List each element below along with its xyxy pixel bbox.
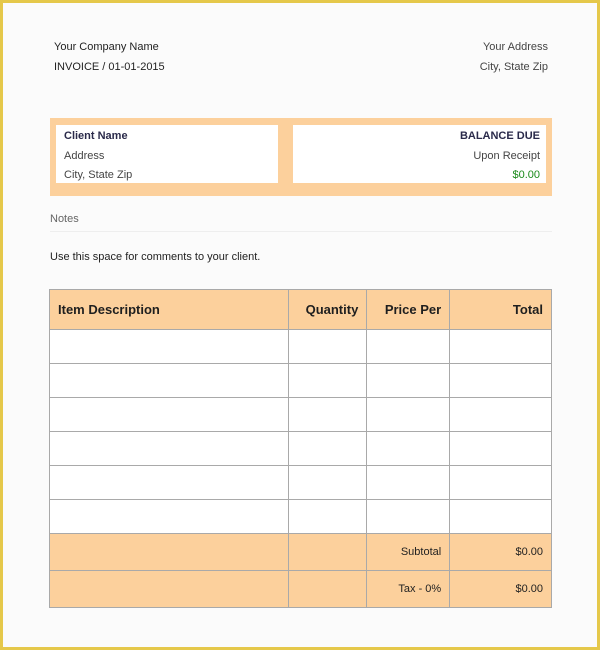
price-per-cell[interactable] <box>367 398 450 432</box>
item-description-cell[interactable] <box>50 398 289 432</box>
subtotal-blank-cell <box>50 534 289 571</box>
quantity-cell[interactable] <box>289 466 367 500</box>
balance-due-amount: $0.00 <box>512 169 540 181</box>
tax-value: $0.00 <box>450 571 552 608</box>
company-address-block <box>480 37 548 77</box>
balance-due-box <box>293 125 546 183</box>
total-cell[interactable] <box>450 364 552 398</box>
total-cell[interactable] <box>450 466 552 500</box>
subtotal-value: $0.00 <box>450 534 552 571</box>
table-header-row <box>50 290 552 330</box>
company-name: Your Company Name <box>54 41 159 53</box>
quantity-cell[interactable] <box>289 330 367 364</box>
table-row <box>50 330 552 364</box>
quantity-cell[interactable] <box>289 500 367 534</box>
table-row <box>50 500 552 534</box>
item-description-cell[interactable] <box>50 500 289 534</box>
table-row <box>50 466 552 500</box>
quantity-cell[interactable] <box>289 364 367 398</box>
total-cell[interactable] <box>450 330 552 364</box>
total-cell[interactable] <box>450 398 552 432</box>
item-description-cell[interactable] <box>50 330 289 364</box>
client-city-state-zip: City, State Zip <box>64 169 133 181</box>
table-row <box>50 364 552 398</box>
line-items-table <box>49 289 552 608</box>
table-row <box>50 432 552 466</box>
invoice-number-date: INVOICE / 01-01-2015 <box>54 61 165 73</box>
subtotal-label: Subtotal <box>367 534 450 571</box>
company-city-state-zip: City, State Zip <box>479 61 548 73</box>
item-description-cell[interactable] <box>50 364 289 398</box>
column-header-total: Total <box>450 290 552 330</box>
company-address: Your Address <box>482 41 548 53</box>
balance-due-label: BALANCE DUE <box>459 130 540 142</box>
subtotal-row <box>50 534 552 571</box>
notes-label: Notes <box>50 213 552 232</box>
tax-row <box>50 571 552 608</box>
payment-terms: Upon Receipt <box>473 149 540 162</box>
tax-label: Tax - 0% <box>367 571 450 608</box>
quantity-cell[interactable] <box>289 398 367 432</box>
subtotal-blank-cell <box>289 534 367 571</box>
client-balance-band <box>50 118 552 196</box>
price-per-cell[interactable] <box>367 466 450 500</box>
price-per-cell[interactable] <box>367 500 450 534</box>
price-per-cell[interactable] <box>367 432 450 466</box>
company-header <box>54 37 165 77</box>
column-header-price-per: Price Per <box>367 290 450 330</box>
column-header-item-description: Item Description <box>50 290 289 330</box>
total-cell[interactable] <box>450 432 552 466</box>
client-address: Address <box>64 149 105 162</box>
total-cell[interactable] <box>450 500 552 534</box>
column-header-quantity: Quantity <box>289 290 367 330</box>
notes-text[interactable]: Use this space for comments to your client. <box>50 251 261 263</box>
price-per-cell[interactable] <box>367 330 450 364</box>
item-description-cell[interactable] <box>50 466 289 500</box>
quantity-cell[interactable] <box>289 432 367 466</box>
client-info-box <box>56 125 278 183</box>
tax-blank-cell <box>289 571 367 608</box>
client-name: Client Name <box>64 130 128 142</box>
table-row <box>50 398 552 432</box>
price-per-cell[interactable] <box>367 364 450 398</box>
tax-blank-cell <box>50 571 289 608</box>
item-description-cell[interactable] <box>50 432 289 466</box>
